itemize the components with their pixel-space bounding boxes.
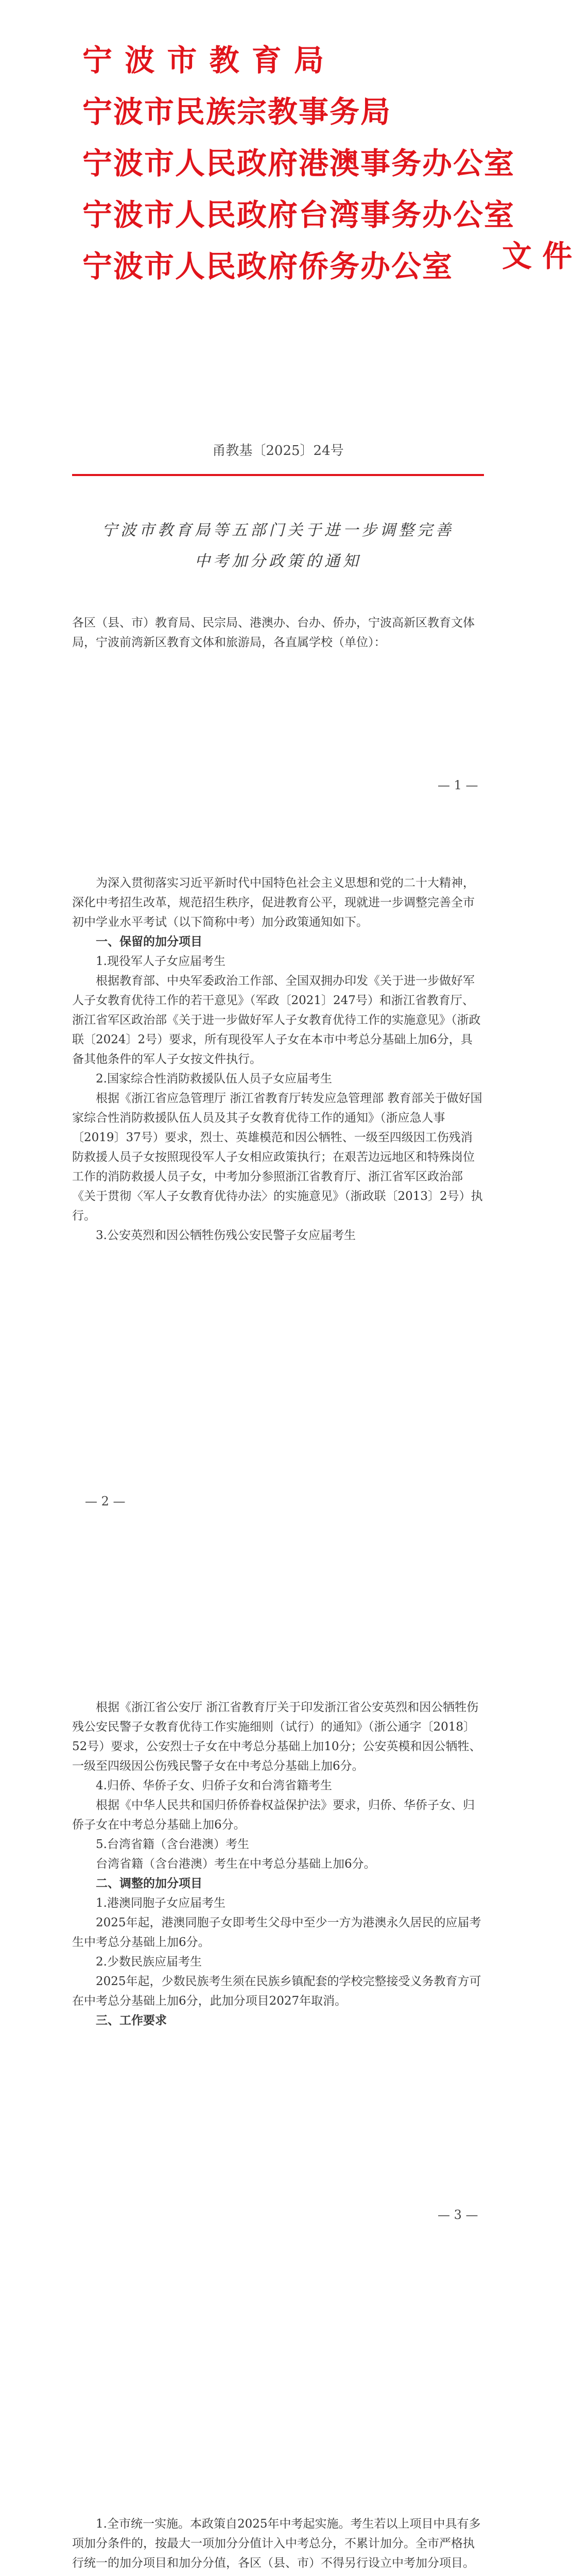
item-2-2-text: 2025年起，少数民族考生须在民族乡镇配套的学校完整接受义务教育方可在中考总分基础上加6分，此加分项目2027年取消。 — [72, 1975, 481, 2008]
issuer-line-1: 宁 波 市 教 育 局 — [82, 43, 325, 78]
requirement-1: 1.全市统一实施。本政策自2025年中考起实施。考生若以上项目中具有多项加分条件的，按最大一项加分分值计入中考总分，不累计加分。全市严格执行统一的加分项目和加分分值，各区（县、市）不得另行设立中考加分项目。 — [72, 2517, 481, 2570]
issuer-line-3: 宁波市人民政府港澳事务办公室 — [82, 146, 515, 181]
page-3 — [0, 1649, 556, 2473]
item-1-4-heading: 4.归侨、华侨子女、归侨子女和台湾省籍考生 — [96, 1779, 332, 1792]
page-2 — [0, 824, 556, 1649]
recipients-text: 各区（县、市）教育局、民宗局、港澳办、台办、侨办，宁波高新区教育文体局，宁波前湾新区教育文体和旅游局，各直属学校（单位）： — [72, 616, 475, 649]
section-2-heading: 二、调整的加分项目 — [96, 1876, 202, 1890]
item-1-2-heading: 2.国家综合性消防救援队伍人员子女应届考生 — [96, 1072, 332, 1086]
item-1-1-text: 根据教育部、中央军委政治工作部、全国双拥办印发《关于进一步做好军人子女教育优待工作的若干意见》（军政〔2021〕247号）和浙江省教育厅、浙江省军区政治部《关于进一步做好军人子女教育优待工作的实施意见》（浙政联〔2024〕2号）要求，所有现役军人子女在本市中考总分基础上加6分，具备其他条件的军人子女按文件执行。 — [72, 974, 481, 1066]
item-2-2-heading: 2.少数民族应届考生 — [96, 1955, 202, 1969]
page-1 — [0, 0, 572, 824]
issuer-line-4: 宁波市人民政府台湾事务办公室 — [82, 197, 515, 232]
title-line-1: 宁波市教育局等五部门关于进一步调整完善 — [102, 521, 454, 539]
item-1-4-text: 根据《中华人民共和国归侨侨眷权益保护法》要求，归侨、华侨子女、归侨子女在中考总分基础上加6分。 — [72, 1799, 475, 1832]
page-number-2: — 2 — — [85, 1494, 126, 1509]
item-2-1-heading: 1.港澳同胞子女应届考生 — [96, 1896, 226, 1910]
requirement-2 — [72, 2573, 484, 2576]
item-1-5-text: 台湾省籍（含台港澳）考生在中考总分基础上加6分。 — [96, 1857, 376, 1871]
document-title — [62, 515, 494, 577]
page-2-body — [72, 873, 484, 1245]
document-suffix: 文 件 — [502, 239, 572, 274]
section-3-heading: 三、工作要求 — [96, 2013, 167, 2027]
title-line-2: 中考加分政策的通知 — [195, 552, 361, 570]
item-1-2-text: 根据《浙江省应急管理厅 浙江省教育厅转发应急管理部 教育部关于做好国家综合性消防救援队伍人员及其子女教育优待工作的通知》（浙应急人事〔2019〕37号）要求，烈士、英雄模范和因公牺牲、一级至四级因工伤残消防救援人员子女按照现役军人子女相应政策执行；在艰苦边远地区和特殊岗位工作的消防救援人员子女，中考加分参照浙江省教育厅、浙江省军区政治部《关于贯彻〈军人子女教育优待办法〉的实施意见》（浙政联〔2013〕2号）执行。 — [72, 1092, 483, 1223]
item-2-1-text: 2025年起，港澳同胞子女即考生父母中至少一方为港澳永久居民的应届考生中考总分基础上加6分。 — [72, 1916, 481, 1949]
recipients — [72, 613, 484, 652]
page-number-3: — 3 — — [438, 2208, 478, 2222]
page-3-body — [72, 1698, 484, 2030]
document-number: 甬教基〔2025〕24号 — [212, 443, 344, 459]
item-1-5-heading: 5.台湾省籍（含台港澳）考生 — [96, 1838, 249, 1851]
item-1-3-text: 根据《浙江省公安厅 浙江省教育厅关于印发浙江省公安英烈和因公牺牲伤残公安民警子女教育优待工作实施细则（试行）的通知》（浙公通字〔2018〕52号）要求，公安烈士子女在中考总分基础上加10分；公安英模和因公牺牲、一级至四级因公伤残民警子女在中考总分基础上加6分。 — [72, 1701, 481, 1773]
issuer-line-5: 宁波市人民政府侨务办公室 — [82, 249, 454, 284]
page-4-body — [72, 2514, 484, 2576]
issuer-line-2: 宁波市民族宗教事务局 — [82, 94, 392, 129]
item-1-3-heading: 3.公安英烈和因公牺牲伤残公安民警子女应届考生 — [96, 1229, 356, 1242]
intro: 为深入贯彻落实习近平新时代中国特色社会主义思想和党的二十大精神，深化中考招生改革，规范招生秩序，促进教育公平，现就进一步调整完善全市初中学业水平考试（以下简称中考）加分政策通知如下。 — [72, 876, 475, 929]
red-divider — [72, 474, 484, 476]
item-1-1-heading: 1.现役军人子女应届考生 — [96, 955, 226, 968]
page-number-1: — 1 — — [438, 778, 478, 792]
section-1-heading: 一、保留的加分项目 — [96, 935, 202, 948]
page-4 — [0, 2473, 556, 2576]
